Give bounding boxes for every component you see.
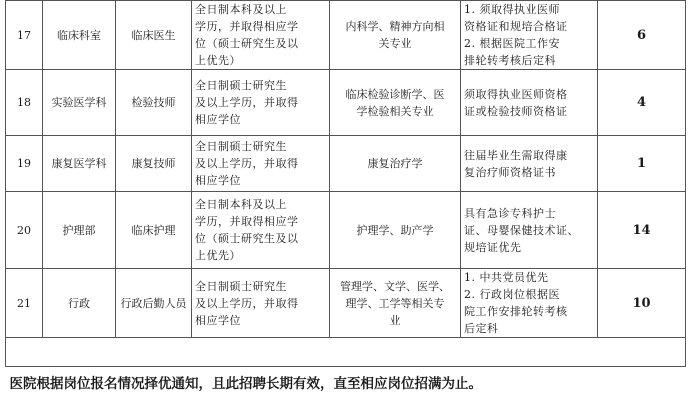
education-cell-line: 及以上学历，并取得: [195, 296, 299, 310]
row-number: 17: [6, 1, 43, 70]
major-cell: [330, 70, 461, 136]
requirement-cell-line: 须取得执业医师资格: [464, 87, 568, 101]
education-cell-line: 位（硕士研究生及以: [195, 232, 299, 245]
requirement-cell-line: 规培证优先: [464, 240, 522, 254]
major-cell: [330, 1, 461, 70]
major-cell: [330, 136, 461, 192]
education-cell-line: 上优先）: [195, 54, 241, 67]
requirement-cell: [461, 269, 598, 338]
major-cell-line: 内科学、精神方向相: [345, 20, 445, 33]
requirement-cell-line: 证或检验技师资格证: [464, 104, 568, 118]
requirement-cell-line: 资格证和规培合格证: [464, 20, 568, 33]
education-cell-line: 相应学位: [195, 313, 241, 327]
education-cell-line: 学历，并取得相应学: [195, 215, 299, 228]
education-cell: [192, 269, 330, 338]
headcount-cell: 6: [598, 1, 686, 70]
department-cell: 临床科室: [43, 1, 116, 70]
education-cell-line: 相应学位: [195, 113, 241, 126]
major-cell-line: 理学、工学等相关专: [345, 296, 445, 310]
education-cell-line: 全日制硕士研究生: [195, 279, 287, 293]
major-cell-line: 管理学、文学、医学、: [340, 279, 450, 293]
headcount-cell: 10: [598, 269, 686, 338]
education-cell-line: 位（硕士研究生及以: [195, 37, 299, 50]
row-number: 20: [6, 192, 43, 269]
education-cell-line: 上优先）: [195, 249, 241, 262]
education-cell-line: 学历，并取得相应学: [195, 20, 299, 33]
headcount-cell: 14: [598, 192, 686, 269]
row-number: 21: [6, 269, 43, 338]
requirement-cell-line: 2. 根据医院工作安: [464, 37, 560, 50]
education-cell: [192, 70, 330, 136]
major-cell-line: 学检验相关专业: [356, 104, 434, 118]
requirement-cell: [461, 70, 598, 136]
row-number: 18: [6, 70, 43, 136]
post-cell: 临床医生: [116, 1, 192, 70]
education-cell-line: 及以上学历，并取得: [195, 96, 299, 109]
major-cell: [330, 269, 461, 338]
requirement-cell-line: 往届毕业生需取得康: [464, 148, 568, 162]
requirement-cell-line: 排轮转考核后定科: [464, 54, 556, 67]
major-cell: [330, 192, 461, 269]
requirement-cell-line: 后定科: [464, 322, 499, 335]
requirement-cell: [461, 192, 598, 269]
table-row: [6, 192, 686, 269]
post-cell: 临床护理: [116, 192, 192, 269]
table-row: [6, 136, 686, 192]
headcount-cell: 4: [598, 70, 686, 136]
education-cell-line: 全日制硕士研究生: [195, 140, 287, 153]
requirement-cell-line: 复治疗师资格证书: [464, 165, 556, 179]
blank-cell: [6, 338, 686, 367]
post-cell: 康复技师: [116, 136, 192, 192]
education-cell: [192, 192, 330, 269]
recruitment-table: [5, 0, 686, 401]
requirement-cell-line: 1. 中共党员优先: [464, 271, 549, 284]
table-row: [6, 70, 686, 136]
education-cell: [192, 136, 330, 192]
row-number: 19: [6, 136, 43, 192]
footer-note: 医院根据岗位报名情况择优通知，且此招聘长期有效，直至相应岗位招满为止。: [6, 367, 686, 402]
requirement-cell: [461, 1, 598, 70]
department-cell: 康复医学科: [43, 136, 116, 192]
major-cell-line: 护理学、助产学: [356, 223, 434, 237]
headcount-cell: 1: [598, 136, 686, 192]
post-cell: 行政后勤人员: [116, 269, 192, 338]
requirement-cell: [461, 136, 598, 192]
education-cell-line: 相应学位: [195, 174, 241, 187]
major-cell-line: 康复治疗学: [367, 157, 423, 170]
education-cell: [192, 1, 330, 70]
recruitment-table-sheet: [5, 0, 685, 401]
table-body: [6, 1, 686, 338]
blank-row: [6, 338, 686, 367]
major-cell-line: 临床检验诊断学、医: [345, 87, 445, 101]
education-cell-line: 全日制本科及以上: [195, 198, 287, 211]
requirement-cell-line: 院工作安排轮转考核: [464, 305, 568, 318]
post-cell: 检验技师: [116, 70, 192, 136]
requirement-cell-line: 证、母婴保健技术证、: [464, 223, 579, 237]
education-cell-line: 及以上学历，并取得: [195, 157, 299, 170]
requirement-cell-line: 1. 须取得执业医师: [464, 3, 560, 16]
table-row: [6, 1, 686, 70]
requirement-cell-line: 具有急诊专科护士: [464, 206, 556, 220]
table-row: [6, 269, 686, 338]
requirement-cell-line: 2. 行政岗位根据医: [464, 288, 560, 301]
department-cell: 护理部: [43, 192, 116, 269]
department-cell: 实验医学科: [43, 70, 116, 136]
note-row: [6, 367, 686, 402]
education-cell-line: 全日制本科及以上: [195, 3, 287, 16]
department-cell: 行政: [43, 269, 116, 338]
education-cell-line: 全日制硕士研究生: [195, 79, 287, 92]
major-cell-line: 关专业: [378, 37, 412, 50]
major-cell-line: 业: [389, 313, 401, 327]
